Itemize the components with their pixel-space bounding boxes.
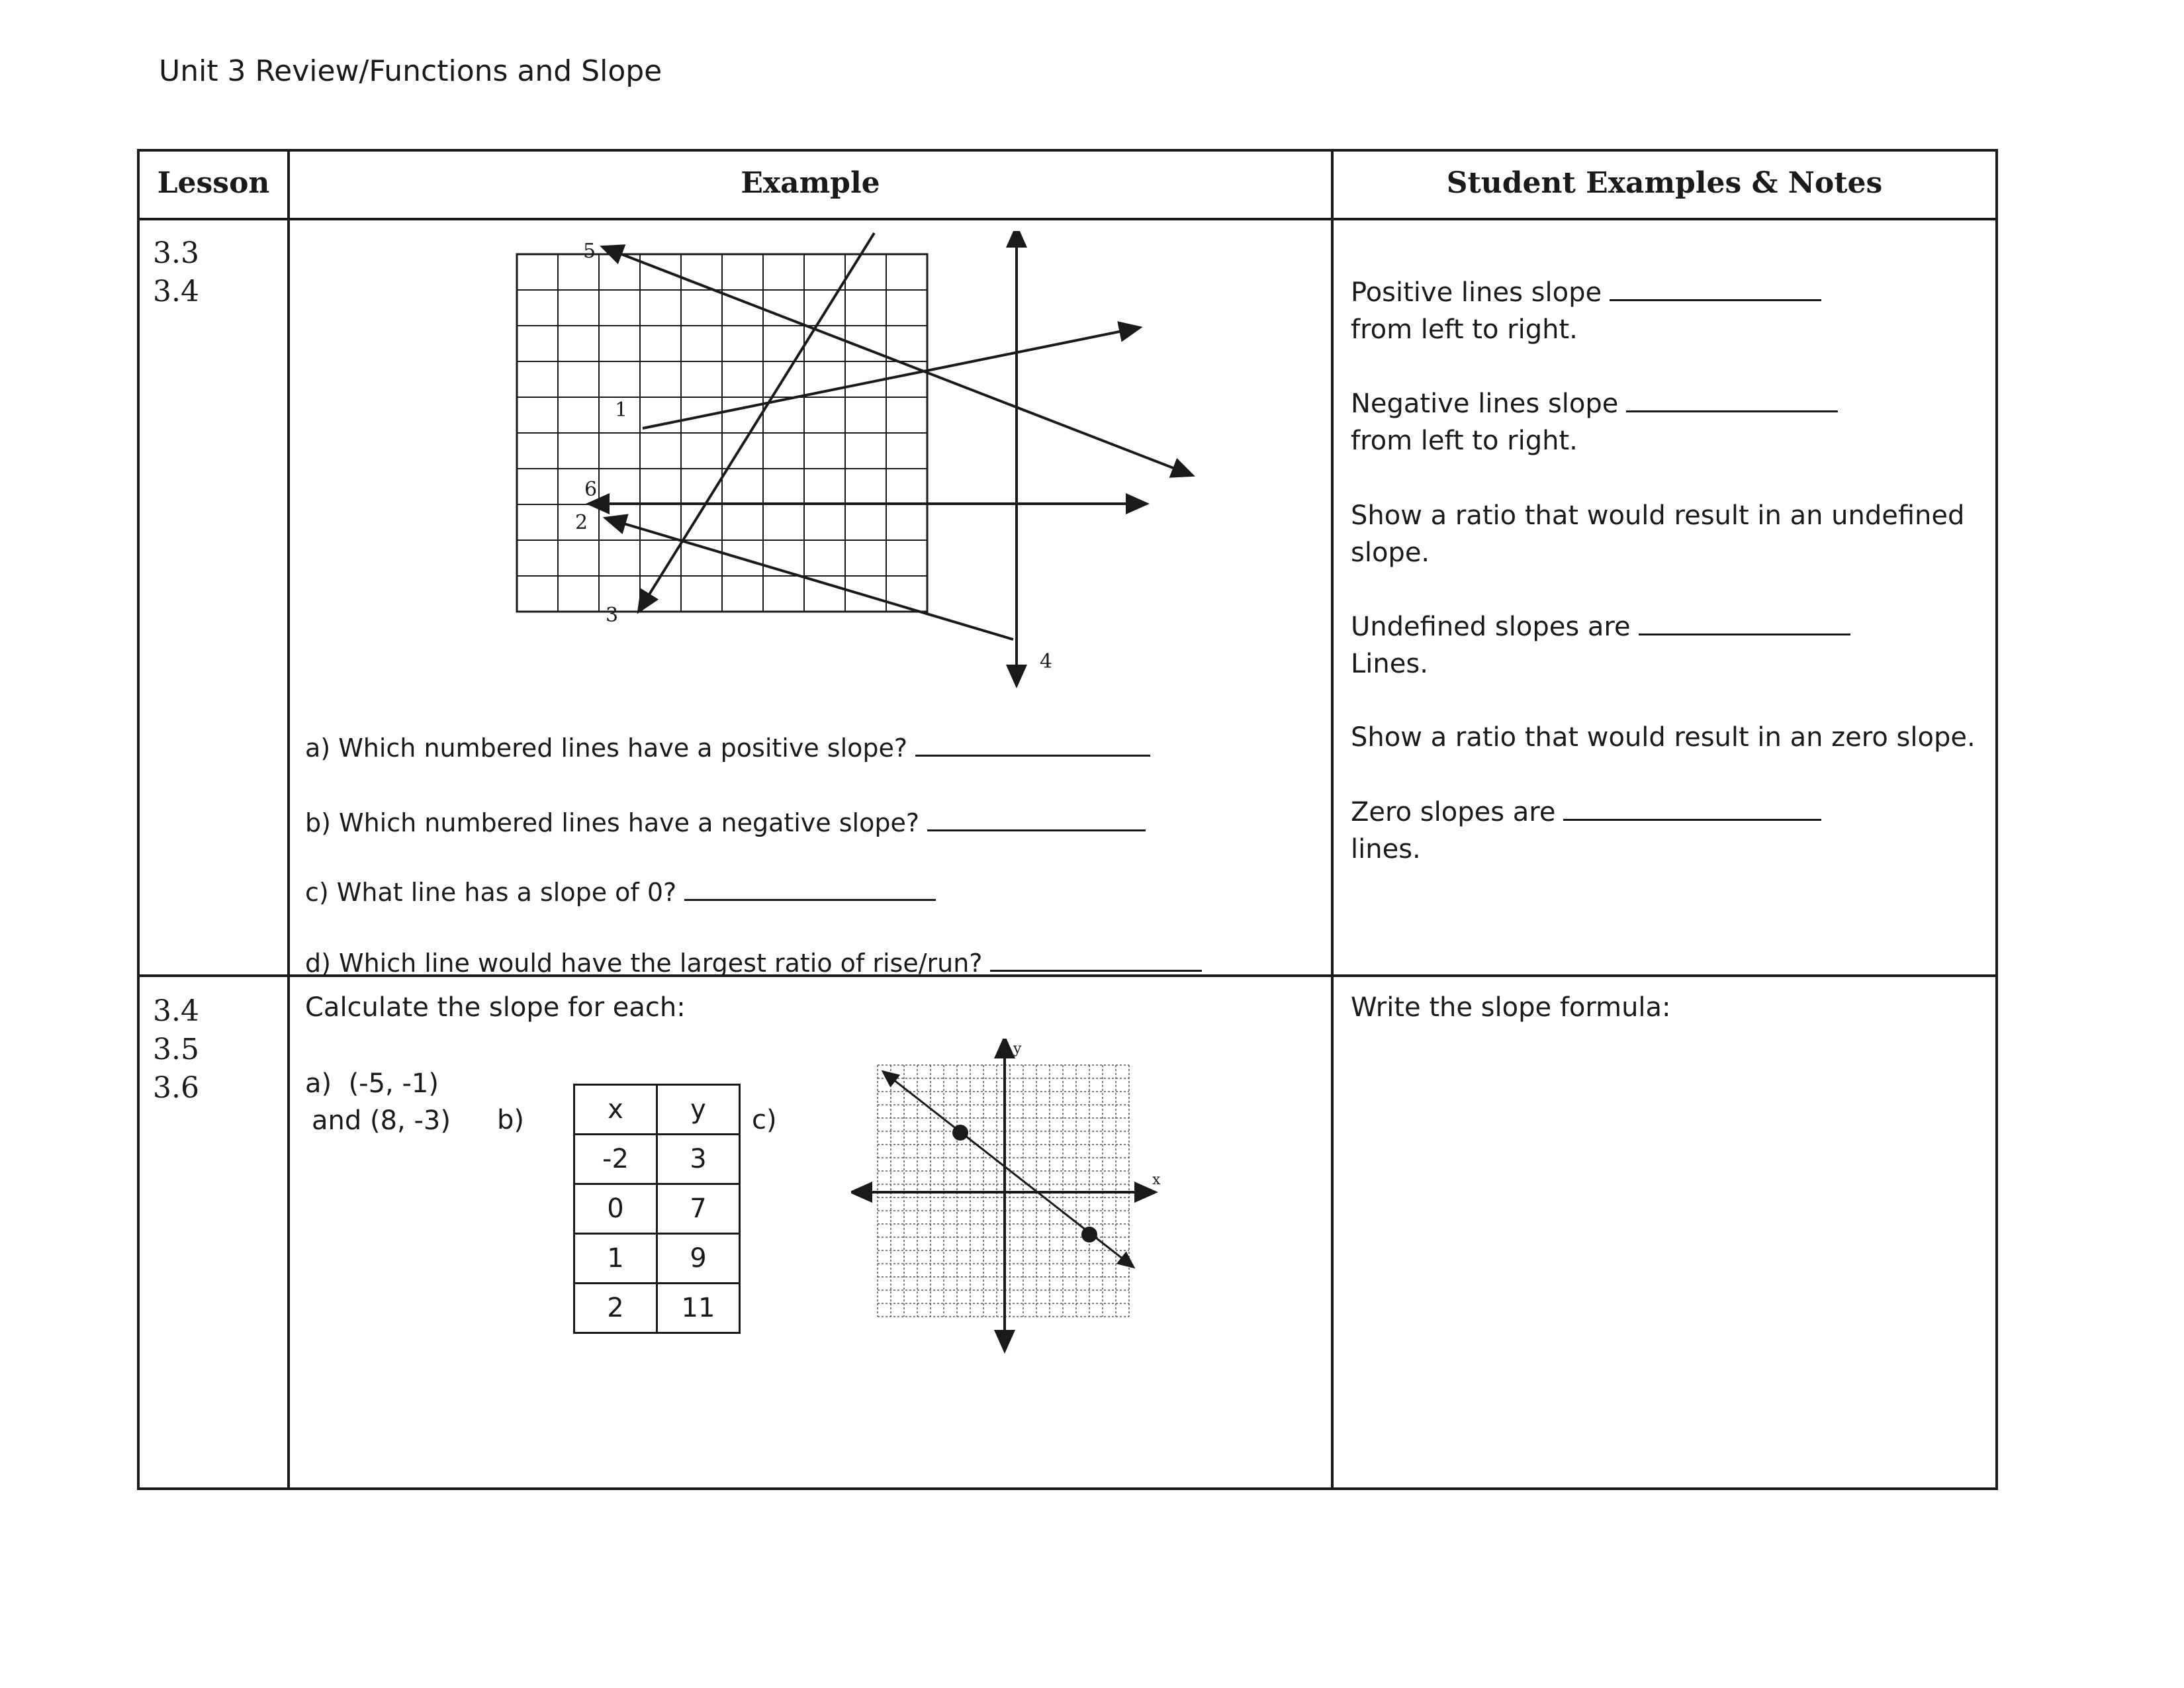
coordinate-graph — [851, 1039, 1175, 1356]
table-cell: 0 — [574, 1184, 657, 1234]
lesson-number: 3.3 — [153, 236, 199, 270]
note-text: Show a ratio that would result in an zero slope. — [1351, 722, 1976, 753]
answer-blank[interactable] — [927, 806, 1146, 831]
note-negative — [1351, 385, 1838, 459]
table-header-row — [574, 1085, 740, 1135]
lesson-number: 3.4 — [153, 275, 199, 308]
graph-label-5: 5 — [583, 240, 596, 263]
header-lesson: Lesson — [157, 166, 270, 200]
page-title: Unit 3 Review/Functions and Slope — [159, 54, 662, 88]
table-cell: -2 — [574, 1135, 657, 1184]
part-b-label: b) — [497, 1105, 524, 1135]
table-row — [574, 1135, 740, 1184]
question-b-text: b) Which numbered lines have a negative slope? — [305, 808, 920, 837]
xy-table — [573, 1084, 741, 1334]
answer-blank[interactable] — [1610, 275, 1821, 301]
question-c-text: c) What line has a slope of 0? — [305, 878, 677, 907]
graph-label-4: 4 — [1040, 650, 1053, 673]
graph-label-6: 6 — [584, 478, 598, 501]
note-zero-ratio — [1351, 719, 1976, 756]
table-row — [574, 1284, 740, 1333]
question-d — [305, 946, 1202, 978]
part-a-label: a) — [305, 1068, 332, 1099]
note-text: from left to right. — [1351, 314, 1578, 345]
graph-grid — [517, 254, 927, 612]
note-positive — [1351, 274, 1821, 348]
header-notes: Student Examples & Notes — [1446, 166, 1883, 200]
table-row — [574, 1234, 740, 1284]
graph-point — [1081, 1227, 1097, 1243]
lesson-number: 3.5 — [153, 1033, 199, 1066]
answer-blank[interactable] — [1639, 610, 1850, 635]
graph-line-3 — [643, 233, 874, 605]
question-b — [305, 806, 1146, 837]
table-row — [574, 1184, 740, 1234]
note-text: lines. — [1351, 834, 1421, 865]
header-example: Example — [741, 166, 880, 200]
question-d-text: d) Which line would have the largest ratio of rise/run? — [305, 949, 983, 978]
calculate-instruction: Calculate the slope for each: — [305, 992, 686, 1023]
slope-formula-prompt: Write the slope formula: — [1351, 992, 1671, 1023]
note-text: Negative lines slope — [1351, 389, 1619, 419]
table-cell: 1 — [574, 1234, 657, 1284]
note-text: Show a ratio that would result in an undefined — [1351, 500, 1965, 531]
x-axis-label: x — [1152, 1172, 1161, 1188]
answer-blank[interactable] — [915, 731, 1150, 757]
graph-point — [952, 1125, 968, 1141]
lesson-numbers-row1 — [153, 234, 199, 311]
graph-line-2 — [613, 520, 1013, 639]
note-text: Undefined slopes are — [1351, 612, 1631, 642]
table-cell: 9 — [657, 1234, 740, 1284]
note-text: Lines. — [1351, 649, 1428, 679]
table-cell: 7 — [657, 1184, 740, 1234]
table-header-x: x — [574, 1085, 657, 1135]
table-cell: 11 — [657, 1284, 740, 1333]
table-header-y: y — [657, 1085, 740, 1135]
note-text: from left to right. — [1351, 426, 1578, 456]
question-a-text: a) Which numbered lines have a positive slope? — [305, 733, 908, 763]
y-axis-label: y — [1013, 1041, 1022, 1057]
table-cell: 2 — [574, 1284, 657, 1333]
numbered-lines-graph — [418, 231, 1225, 721]
note-text: slope. — [1351, 538, 1430, 568]
header-divider — [140, 218, 1995, 220]
answer-blank[interactable] — [1563, 795, 1821, 821]
graph-label-3: 3 — [606, 604, 619, 627]
note-zero-are — [1351, 794, 1821, 868]
answer-blank[interactable] — [990, 946, 1202, 972]
part-a-point2: and (8, -3) — [312, 1105, 451, 1136]
part-a-point1: (-5, -1) — [348, 1068, 439, 1099]
graph-label-2: 2 — [575, 511, 588, 534]
lesson-number: 3.4 — [153, 994, 199, 1028]
table-cell: 3 — [657, 1135, 740, 1184]
answer-blank[interactable] — [1626, 387, 1838, 412]
question-a — [305, 731, 1150, 763]
question-c — [305, 875, 936, 907]
note-undefined-ratio — [1351, 497, 1964, 571]
graph-line-1 — [643, 329, 1132, 428]
answer-blank[interactable] — [684, 875, 936, 901]
graph-label-1: 1 — [615, 399, 628, 422]
lesson-number: 3.6 — [153, 1071, 199, 1105]
part-a — [305, 1065, 451, 1139]
column-divider — [287, 152, 290, 1487]
review-table — [137, 149, 1998, 1490]
column-divider — [1331, 152, 1334, 1487]
lesson-numbers-row2 — [153, 992, 199, 1107]
note-undefined-are — [1351, 608, 1850, 682]
note-text: Positive lines slope — [1351, 277, 1602, 308]
part-c-label: c) — [752, 1105, 777, 1135]
note-text: Zero slopes are — [1351, 797, 1556, 827]
